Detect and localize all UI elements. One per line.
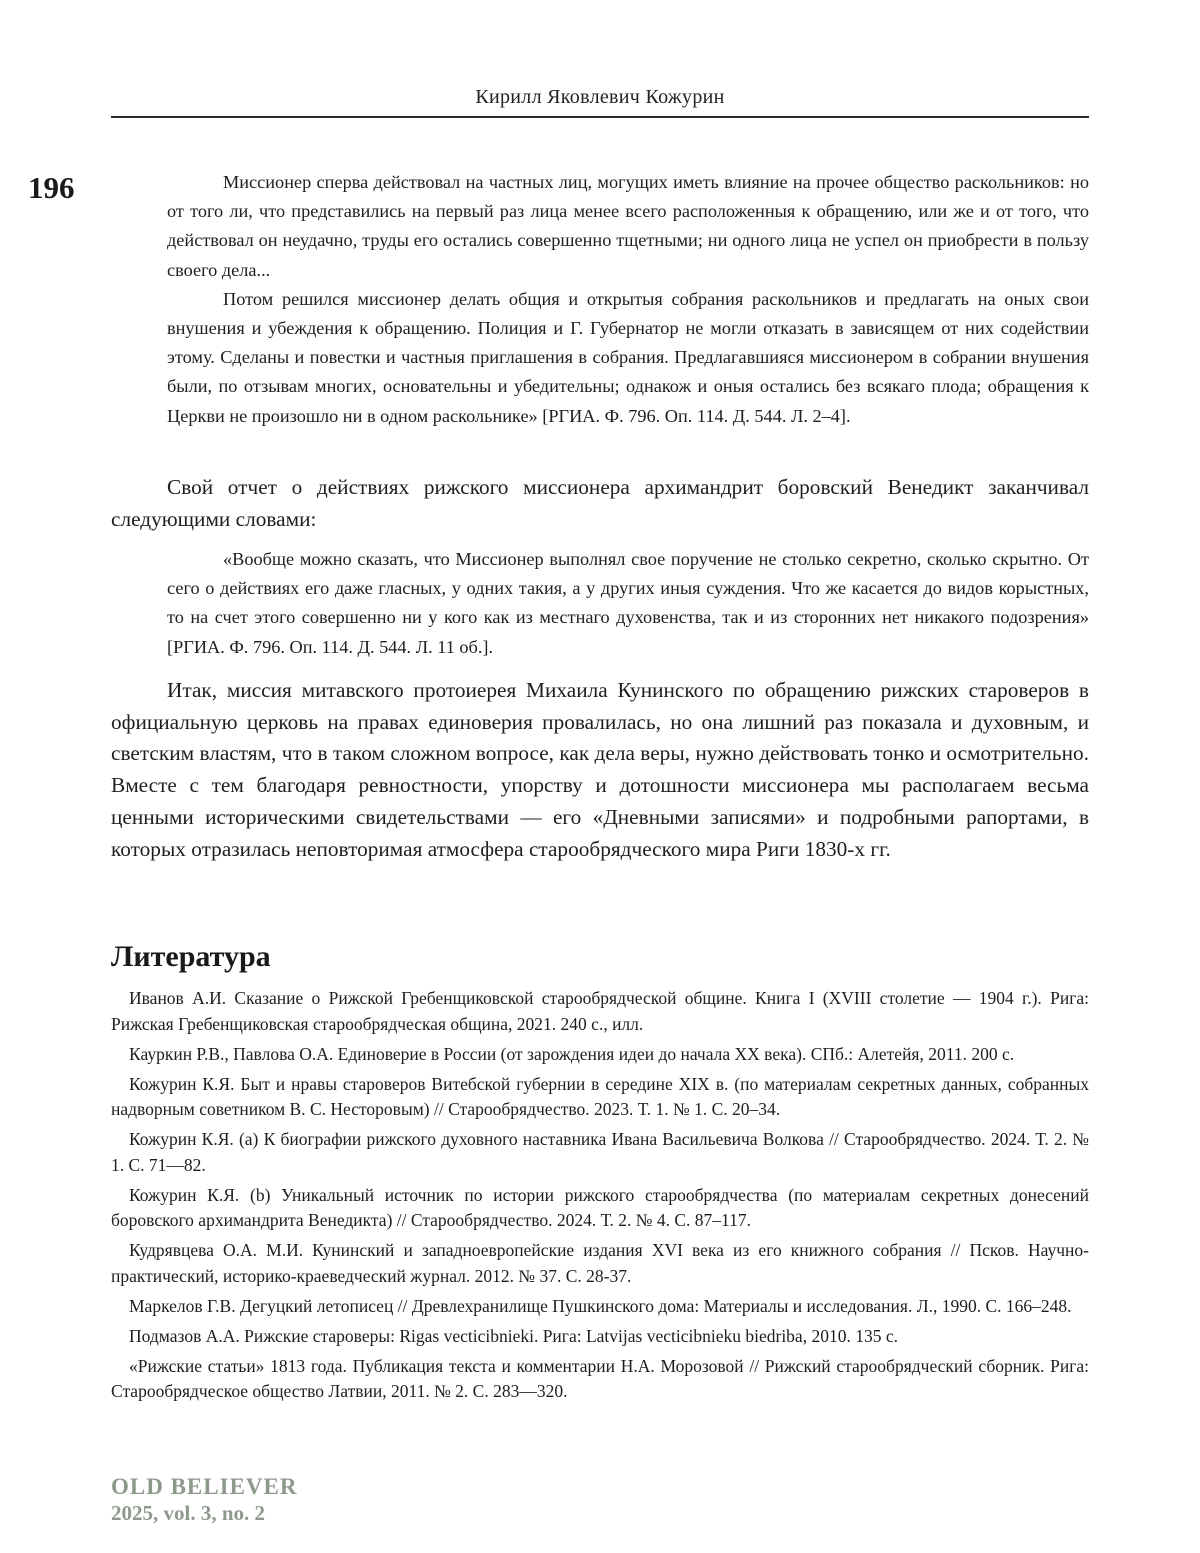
bibliography-entry: Иванов А.И. Сказание о Рижской Гребенщиковской старообрядческой общине. Книга I (XVIII столетие — 1904 г.). Рига: Рижская Гребенщиковская старообрядческая община, 2021. 240 с., илл.: [111, 988, 1089, 1034]
body-paragraph-1: [111, 472, 1089, 535]
quote-paragraph: «Вообще можно сказать, что Миссионер выполнял свое поручение не столько секретно, сколько скрытно. От сего о действиях его даже гласных, у одних такия, а у других иныя суждения. Что же касается до видов корыстных, то на счет этого совершенно ни у кого как из местнаго духовенства, так и из сторонних нет никакого подозрения» [РГИА. Ф. 796. Оп. 114. Д. 544. Л. 11 об.].: [167, 549, 1089, 657]
bibliography-entry: Кауркин Р.В., Павлова О.А. Единоверие в России (от зарождения идеи до начала ХХ века). СПб.: Алетейя, 2011. 200 с.: [129, 1043, 1015, 1064]
block-quote-1: [167, 168, 1089, 431]
body-paragraph-2: [111, 675, 1089, 865]
bibliography-entry: Кожурин К.Я. (a) К биографии рижского духовного наставника Ивана Васильевича Волкова // Старообрядчество. 2024. Т. 2. № 1. С. 71—82.: [111, 1129, 1089, 1175]
body-paragraph: Свой отчет о действиях рижского миссионера архимандрит боровский Венедикт заканчивал следующими словами:: [111, 475, 1089, 531]
quote-paragraph: Миссионер сперва действовал на частных лиц, могущих иметь влияние на прочее общество раскольников: но от того ли, что представились на первый раз лица менее всего расположенныя к обращению, или же и от того, что действовал он неудачно, труды его остались совершенно тщетными; ни одного лица не успел он приобрести в пользу своего дела...: [167, 172, 1089, 280]
literature-heading: Литература: [111, 940, 271, 973]
bibliography-entry: «Рижские статьи» 1813 года. Публикация текста и комментарии Н.А. Морозовой // Рижский старообрядческий сборник. Рига: Старообрядческое общество Латвии, 2011. № 2. С. 283—320.: [111, 1355, 1089, 1401]
bibliography-entry: Кудрявцева О.А. М.И. Кунинский и западноевропейские издания XVI века из его книжного собрания // Псков. Научно-практический, историко-краеведческий журнал. 2012. № 37. С. 28-37.: [111, 1240, 1089, 1286]
running-head-author: Кирилл Яковлевич Кожурин: [475, 86, 725, 108]
journal-issue: 2025, vol. 3, no. 2: [111, 1501, 266, 1525]
body-paragraph: Итак, миссия митавского протоиерея Михаила Кунинского по обращению рижских староверов в официальную церковь на правах единоверия провалилась, но она лишний раз показала и духовным, и светским властям, что в таком сложном вопросе, как дела веры, нужно действовать тонко и осмотрительно. Вместе с тем благодаря ревностности, упорству и дотошности миссионера мы располагаем весьма ценными историческими свидетельствами — его «Дневными записями» и подробными рапортами, в которых отразилась неповторимая атмосфера старообрядческого мира Риги 1830-х гг.: [111, 678, 1089, 861]
bibliography-list: [111, 986, 1089, 1409]
journal-footer: [111, 1474, 297, 1526]
bibliography-entry: Подмазов А.А. Рижские староверы: Rigas vecticibnieki. Рига: Latvijas vecticibnieku biedriba, 2010. 135 с.: [129, 1325, 898, 1346]
block-quote-2: [167, 545, 1089, 662]
bibliography-entry: Кожурин К.Я. (b) Уникальный источник по истории рижского старообрядчества (по материалам секретных донесений боровского архимандрита Венедикта) // Старообрядчество. 2024. Т. 2. № 4. С. 87–117.: [111, 1184, 1089, 1230]
header-divider: [111, 116, 1089, 118]
bibliography-entry: Маркелов Г.В. Дегуцкий летописец // Древлехранилище Пушкинского дома: Материалы и исследования. Л., 1990. С. 166–248.: [129, 1295, 1072, 1316]
bibliography-entry: Кожурин К.Я. Быт и нравы староверов Витебской губернии в середине XIX в. (по материалам секретных данных, собранных надворным советником В. С. Несторовым) // Старообрядчество. 2023. Т. 1. № 1. С. 20–34.: [111, 1073, 1089, 1119]
journal-name: OLD BELIEVER: [111, 1474, 298, 1499]
page-number: 196: [28, 170, 75, 205]
quote-paragraph: Потом решился миссионер делать общия и открытыя собрания раскольников и предлагать на оных свои внушения и убеждения к обращению. Полиция и Г. Губернатор не могли отказать в зависящем от них содействии этому. Сделаны и повестки и частныя приглашения в собрания. Предлагавшияся миссионером в собрании внушения были, по отзывам многих, основательны и убедительны; однакож и оныя остались без всякаго плода; обращения к Церкви не произошло ни в одном раскольнике» [РГИА. Ф. 796. Оп. 114. Д. 544. Л. 2–4].: [167, 288, 1089, 426]
